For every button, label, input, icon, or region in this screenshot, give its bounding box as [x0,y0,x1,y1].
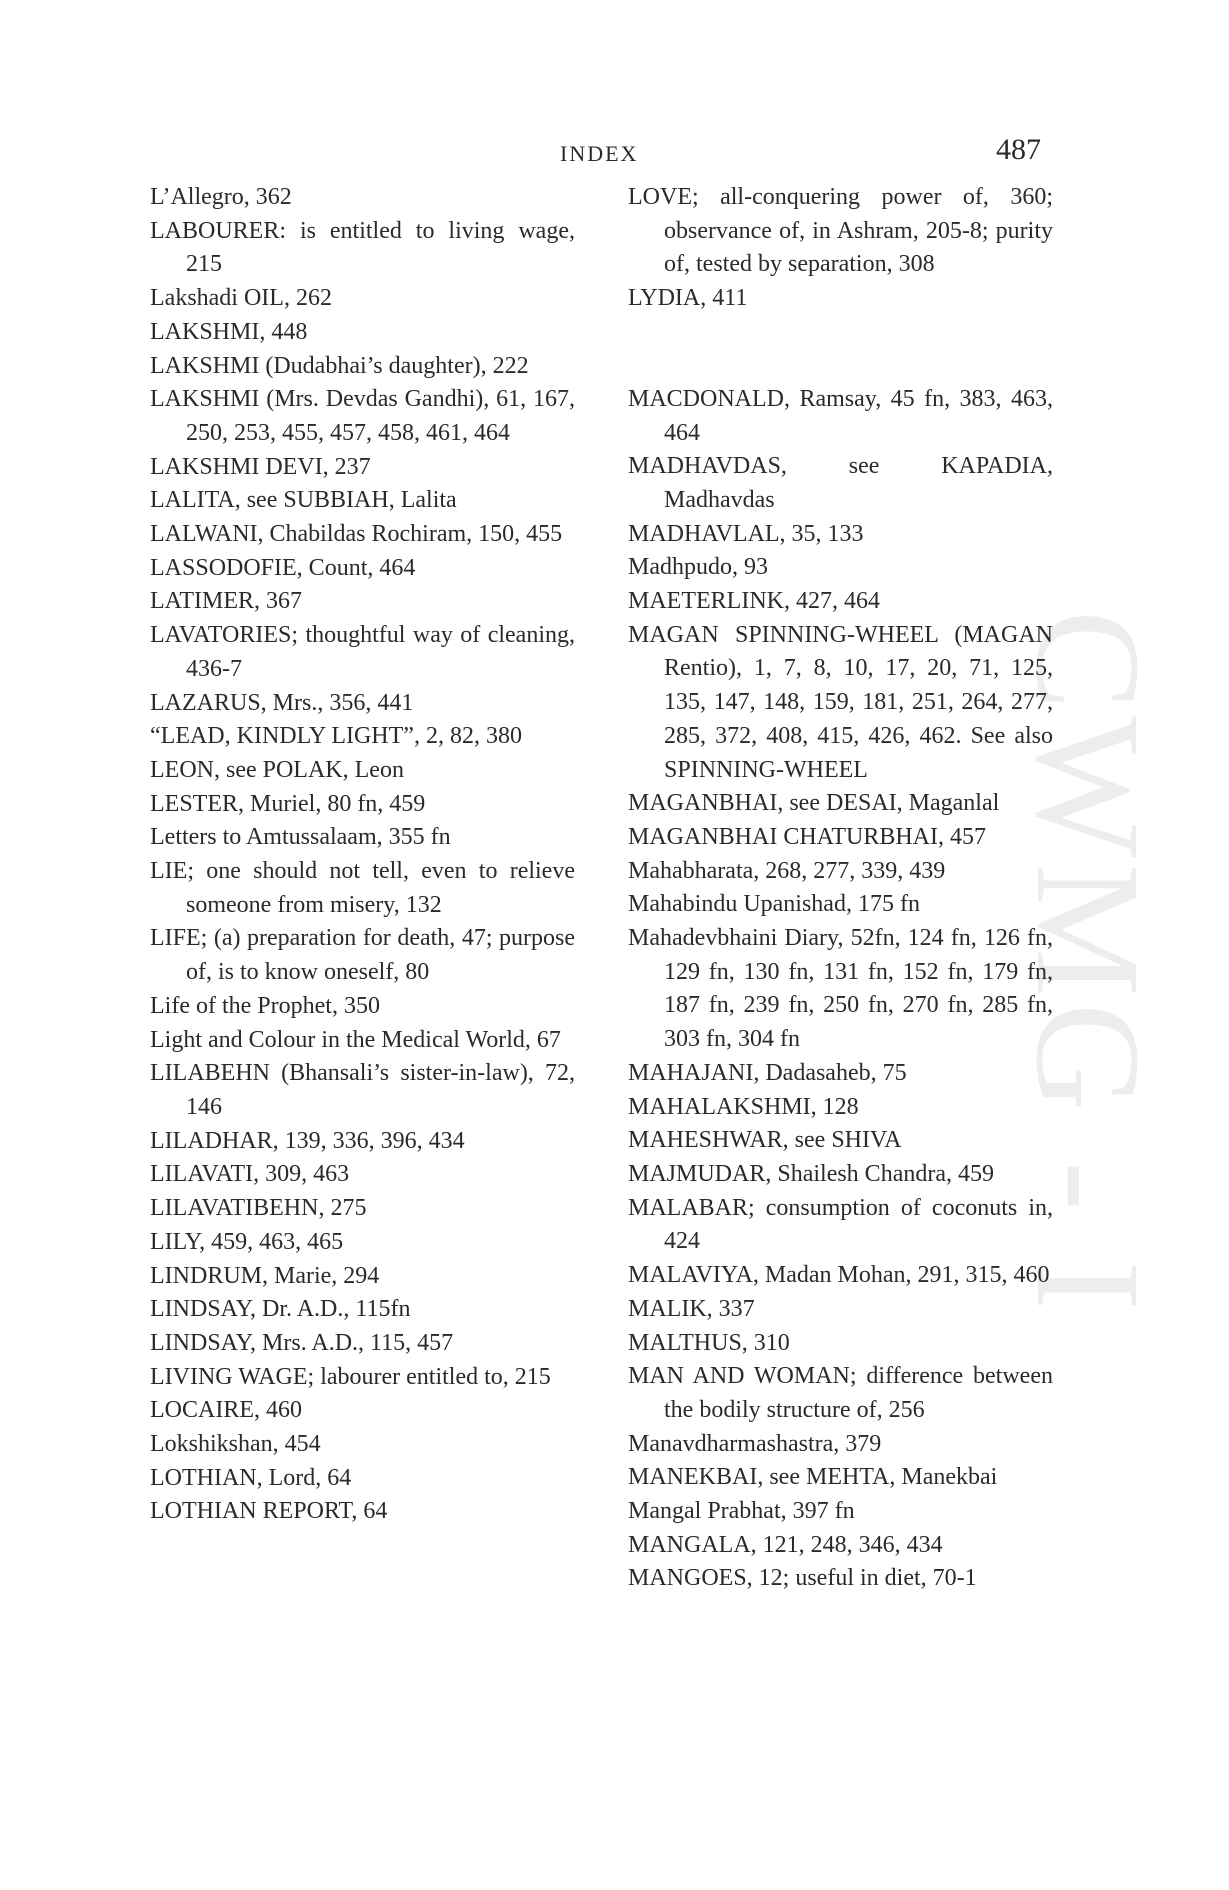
index-entry: “LEAD, KINDLY LIGHT”, 2, 82, 380 [150,723,522,750]
index-entry: LILADHAR, 139, 336, 396, 434 [150,1127,465,1154]
index-entry: LILAVATIBEHN, 275 [150,1195,367,1222]
index-entry: Mahabharata, 268, 277, 339, 439 [628,857,946,884]
index-entry: Manavdharmashastra, 379 [628,1430,882,1457]
index-entry: Lokshikshan, 454 [150,1431,321,1458]
index-entry: MAHESHWAR, see SHIVA [628,1127,902,1154]
index-entry: LIFE; (a) preparation for death, 47; purpose of, is to know oneself, 80 [150,925,575,986]
index-entry: MALABAR; consumption of coconuts in, 424 [628,1194,1053,1255]
index-entry: LILABEHN (Bhansali’s sister-in-law), 72, 146 [150,1060,575,1120]
index-entry: LAVATORIES; thoughtful way of cleaning, 436-7 [150,622,575,682]
index-entry: MALTHUS, 310 [628,1329,790,1356]
index-entry: LAKSHMI, 448 [150,318,308,345]
index-entry: MAGANBHAI CHATURBHAI, 457 [628,823,987,850]
index-entry: LINDSAY, Dr. A.D., 115fn [150,1296,411,1323]
index-entry: MADHAVDAS, see KAPADIA, Madhavdas [628,453,1053,513]
letter-section-gap [628,316,1053,383]
page-number: 487 [996,133,1041,166]
index-entry: Mahabindu Upanishad, 175 fn [628,891,920,918]
index-entry: MANEKBAI, see MEHTA, Manekbai [628,1464,998,1491]
index-entry: LAKSHMI DEVI, 237 [150,453,371,480]
index-entry: LOCAIRE, 460 [150,1397,302,1424]
index-entry: LOVE; all-conquering power of, 360; observance of, in Ashram, 205-8; purity of, tested by separation, 308 [628,184,1053,278]
index-entry: Mahadevbhaini Diary, 52fn, 124 fn, 126 fn, 129 fn, 130 fn, 131 fn, 152 fn, 179 fn, 187 fn, 239 fn, 250 fn, 270 fn, 285 fn, 303 fn, 304 fn [628,925,1053,1053]
index-entry: MACDONALD, Ramsay, 45 fn, 383, 463, 464 [628,385,1053,446]
index-entry: MANGOES, 12; useful in diet, 70-1 [628,1565,977,1592]
index-entry: Life of the Prophet, 350 [150,992,380,1019]
index-entry: Lakshadi OIL, 262 [150,285,332,312]
index-entry: LALITA, see SUBBIAH, Lalita [150,487,457,514]
index-entry: MALIK, 337 [628,1295,755,1322]
index-entry: Letters to Amtussalaam, 355 fn [150,824,451,851]
index-entry: MADHAVLAL, 35, 133 [628,520,864,547]
index-entry: MANGALA, 121, 248, 346, 434 [628,1531,943,1558]
index-entry: LOTHIAN REPORT, 64 [150,1498,388,1525]
index-entry: LASSODOFIE, Count, 464 [150,554,416,581]
index-entry: L’Allegro, 362 [150,184,292,210]
index-entry: LYDIA, 411 [628,285,748,312]
left-column [150,181,575,1529]
right-column-m-entries [628,383,1053,1596]
index-entry: LAKSHMI (Mrs. Devdas Gandhi), 61, 167, 250, 253, 455, 457, 458, 461, 464 [150,386,575,446]
index-entry: Light and Colour in the Medical World, 67 [150,1026,561,1053]
index-entry: LILAVATI, 309, 463 [150,1161,350,1188]
index-entry: MAGANBHAI, see DESAI, Maganlal [628,790,1000,817]
section-title: INDEX [560,141,639,166]
index-entry: Madhpudo, 93 [628,554,768,581]
index-entry: LALWANI, Chabildas Rochiram, 150, 455 [150,521,563,548]
index-entry: LATIMER, 367 [150,588,302,615]
index-entry: LIE; one should not tell, even to relieve someone from misery, 132 [150,858,575,918]
index-entry: MAHALAKSHMI, 128 [628,1093,859,1120]
running-head [0,133,1229,172]
index-entry: MALAVIYA, Madan Mohan, 291, 315, 460 [628,1262,1050,1289]
index-entry: LOTHIAN, Lord, 64 [150,1464,352,1491]
index-entry: LABOURER: is entitled to living wage, 215 [150,217,575,278]
index-entry: MAETERLINK, 427, 464 [628,588,880,615]
index-entry: Mangal Prabhat, 397 fn [628,1498,855,1525]
index-entry: MAHAJANI, Dadasaheb, 75 [628,1059,907,1086]
index-entry: LINDSAY, Mrs. A.D., 115, 457 [150,1329,454,1356]
index-entry: LILY, 459, 463, 465 [150,1228,344,1255]
index-entry: MAGAN SPINNING-WHEEL (MAGAN Rentio), 1, 7, 8, 10, 17, 20, 71, 125, 135, 147, 148, 159, 181, 251, 264, 277, 285, 372, 408, 415, 426, 462. See also SPINNING-WHEEL [628,621,1053,783]
index-entry: MAN AND WOMAN; difference between the bodily structure of, 256 [628,1363,1053,1423]
index-entry: LIVING WAGE; labourer entitled to, 215 [150,1363,551,1390]
right-column [628,181,1053,1596]
index-entry: LAZARUS, Mrs., 356, 441 [150,689,414,716]
index-entry: LESTER, Muriel, 80 fn, 459 [150,790,426,817]
index-entry: LAKSHMI (Dudabhai’s daughter), 222 [150,352,529,379]
right-column-l-entries [628,181,1053,316]
index-entry: LINDRUM, Marie, 294 [150,1262,380,1289]
index-entry: LEON, see POLAK, Leon [150,756,404,783]
index-entry: MAJMUDAR, Shailesh Chandra, 459 [628,1160,994,1187]
watermark: CWMG - I [1005,610,1171,1317]
